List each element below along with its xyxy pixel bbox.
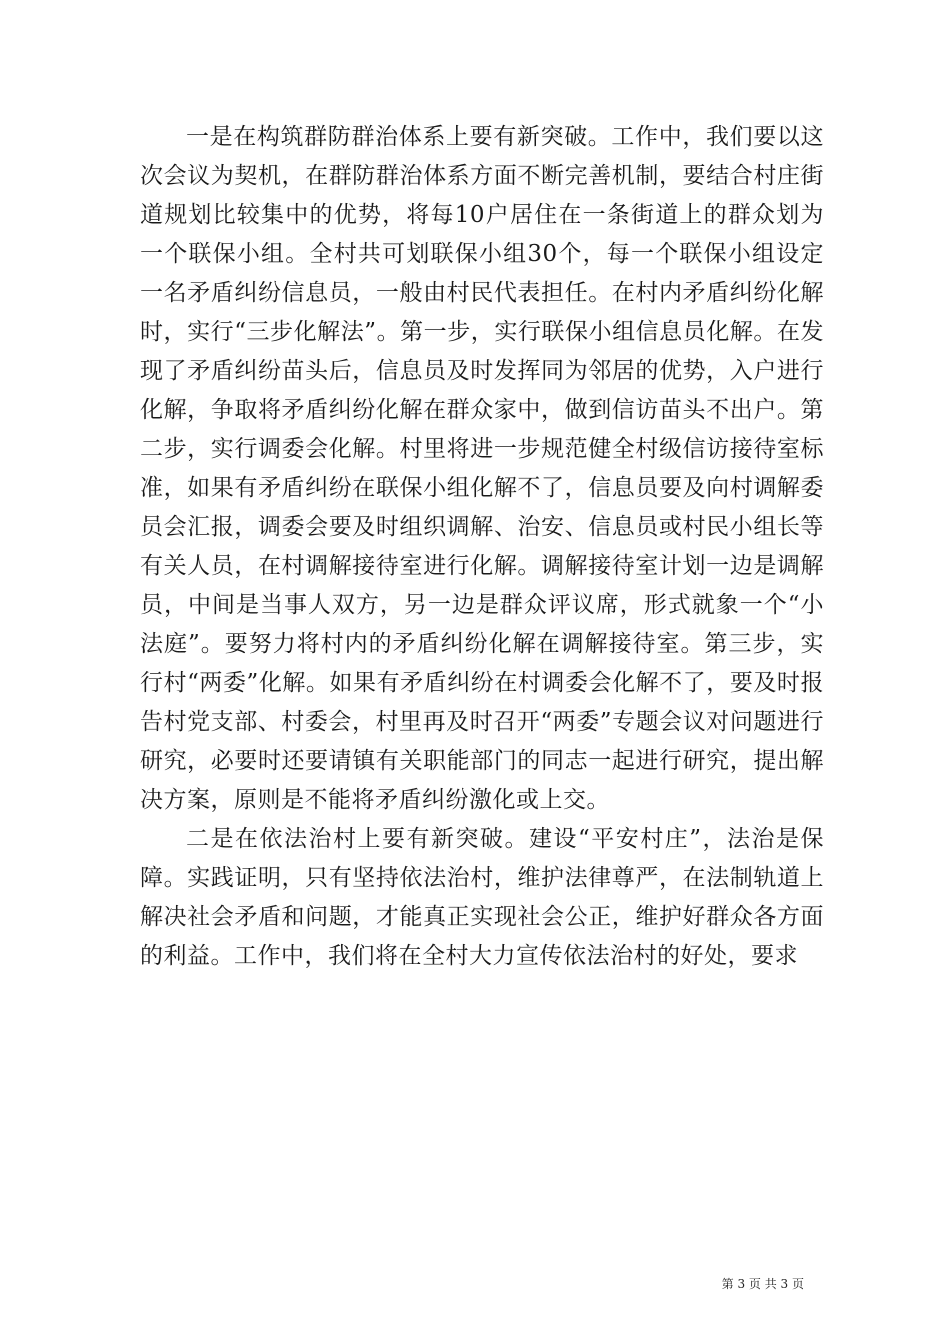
document-body [140, 118, 824, 976]
paragraph-2: 二是在依法治村上要有新突破。建设“平安村庄”，法治是保障。实践证明，只有坚持依法治村，维护法律尊严，在法制轨道上解决社会矛盾和问题，才能真正实现社会公正，维护好群众各方面的利益。工作中，我们将在全村大力宣传依法治村的好处，要求 [140, 826, 824, 969]
paragraph-1: 一是在构筑群防群治体系上要有新突破。工作中，我们要以这次会议为契机，在群防群治体系方面不断完善机制，要结合村庄街道规划比较集中的优势，将每10户居住在一条街道上的群众划为一个联保小组。全村共可划联保小组30个，每一个联保小组设定一名矛盾纠纷信息员，一般由村民代表担任。在村内矛盾纠纷化解时，实行“三步化解法”。第一步，实行联保小组信息员化解。在发现了矛盾纠纷苗头后，信息员及时发挥同为邻居的优势，入户进行化解，争取将矛盾纠纷化解在群众家中，做到信访苗头不出户。第二步，实行调委会化解。村里将进一步规范健全村级信访接待室标准，如果有矛盾纠纷在联保小组化解不了，信息员要及向村调解委员会汇报，调委会要及时组织调解、治安、信息员或村民小组长等有关人员，在村调解接待室进行化解。调解接待室计划一边是调解员，中间是当事人双方，另一边是群众评议席，形式就象一个“小法庭”。要努力将村内的矛盾纠纷化解在调解接待室。第三步，实行村“两委”化解。如果有矛盾纠纷在村调委会化解不了，要及时报告村党支部、村委会，村里再及时召开“两委”专题会议对问题进行研究，必要时还要请镇有关职能部门的同志一起进行研究，提出解决方案，原则是不能将矛盾纠纷激化或上交。 [140, 124, 824, 813]
page-number-footer: 第 3 页 共 3 页 [721, 1277, 804, 1291]
